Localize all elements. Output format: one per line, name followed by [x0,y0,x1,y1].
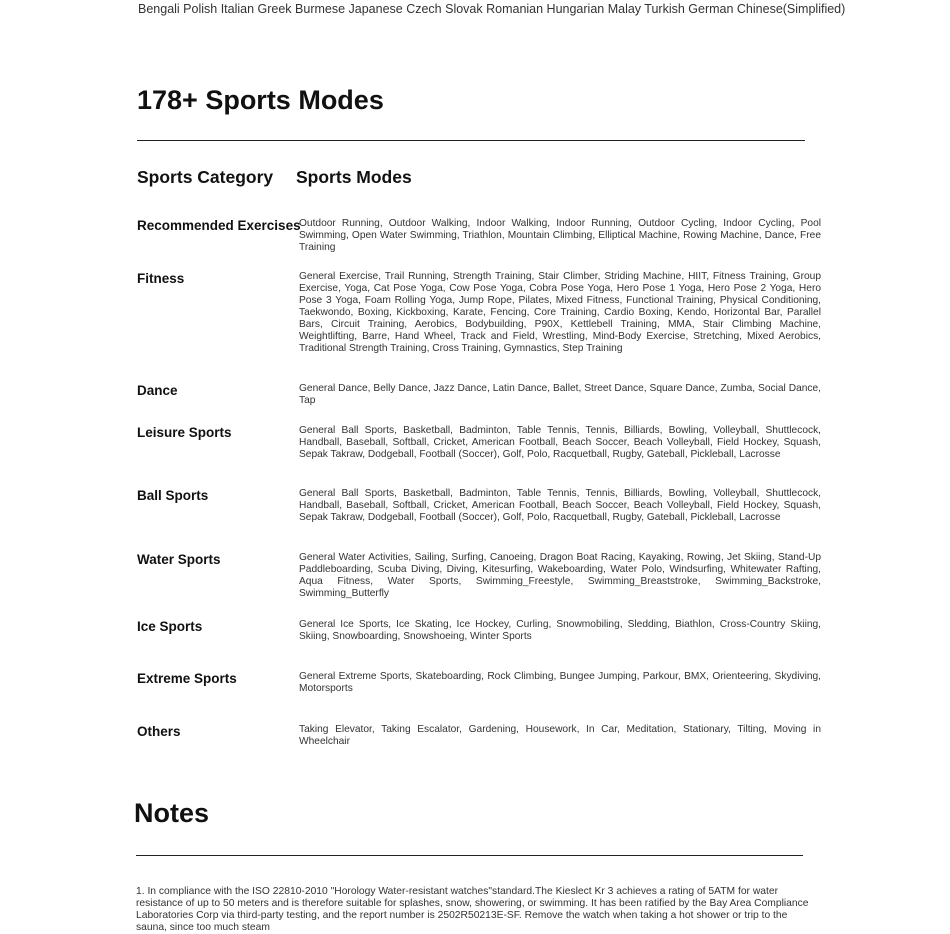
note-paragraph-1: 1. In compliance with the ISO 22810-2010 "Horology Water-resistant watches"standard.The Kieslect Kr 3 achieves a rating of 5ATM for water resistance of up to 50 meters and is therefore suitable for splashes, snow, showering, or swimming. It has been ratified by the Bay Area Compliance Laboratories Corp via third-party testing, and the report number is 2502R50213E-SF. Remove the watch when taking a hot shower or trip to the sauna, since too much steam [136,886,809,933]
category-extreme-sports: Extreme Sports [137,671,237,686]
modes-dance: General Dance, Belly Dance, Jazz Dance, Latin Dance, Ballet, Street Dance, Square Dance, Zumba, Social Dance, Tap [299,383,821,406]
category-water-sports: Water Sports [137,552,221,567]
languages-line: Bengali Polish Italian Greek Burmese Japanese Czech Slovak Romanian Hungarian Malay Turkish German Chinese(Simplified) [138,2,846,16]
category-ball-sports: Ball Sports [137,488,209,503]
category-leisure-sports: Leisure Sports [137,425,232,440]
category-fitness: Fitness [137,271,185,286]
modes-fitness: General Exercise, Trail Running, Strength Training, Stair Climber, Striding Machine, HIIT, Fitness Training, Group Exercise, Yoga, Cat Pose Yoga, Cow Pose Yoga, Cobra Pose Yoga, Hero Pose 1 Yoga, Hero Pose 2 Yoga, Hero Pose 3 Yoga, Foam Rolling Yoga, Jump Rope, Pilates, Mixed Fitness, Functional Training, Physical Conditioning, Taekwondo, Boxing, Kickboxing, Karate, Fencing, Core Training, Cardio Boxing, Kendo, Horizontal Bar, Parallel Bars, Circuit Training, Aerobics, Bodybuilding, P90X, Kettlebell Training, MMA, Stair Climbing Machine, Weightlifting, Barre, Hand Wheel, Track and Field, Wrestling, Mind-Body Exercise, Stretching, Mixed Aerobics, Traditional Strength Training, Cross Training, Gymnastics, Step Training [299,271,821,354]
category-recommended-exercises: Recommended Exercises [137,218,301,233]
modes-extreme-sports: General Extreme Sports, Skateboarding, Rock Climbing, Bungee Jumping, Parkour, BMX, Orienteering, Skydiving, Motorsports [299,671,821,694]
column-header-category: Sports Category [137,167,274,187]
category-ice-sports: Ice Sports [137,619,203,634]
category-dance: Dance [137,383,178,398]
modes-recommended-exercises: Outdoor Running, Outdoor Walking, Indoor Walking, Indoor Running, Outdoor Cycling, Indoor Cycling, Pool Swimming, Open Water Swimming, Triathlon, Mountain Climbing, Elliptical Machine, Rowing Machine, Dance, Free Training [299,218,821,253]
modes-others: Taking Elevator, Taking Escalator, Gardening, Housework, In Car, Meditation, Stationary, Tilting, Moving in Wheelchair [299,724,821,747]
modes-leisure-sports: General Ball Sports, Basketball, Badminton, Table Tennis, Tennis, Billiards, Bowling, Volleyball, Shuttlecock, Handball, Baseball, Softball, Cricket, American Football, Beach Soccer, Beach Volleyball, Field Hockey, Squash, Sepak Takraw, Dodgeball, Football (Soccer), Golf, Polo, Racquetball, Rugby, Gateball, Pickleball, Lacrosse [299,425,821,460]
column-header-modes: Sports Modes [296,167,412,187]
modes-water-sports: General Water Activities, Sailing, Surfing, Canoeing, Dragon Boat Racing, Kayaking, Rowing, Jet Skiing, Stand-Up Paddleboarding, Scuba Diving, Diving, Kitesurfing, Wakeboarding, Water Polo, Windsurfing, Whitewater Rafting, Aqua Fitness, Water Sports, Swimming_Freestyle, Swimming_Breaststroke, Swimming_Backstroke, Swimming_Butterfly [299,552,821,599]
modes-ice-sports: General Ice Sports, Ice Skating, Ice Hockey, Curling, Snowmobiling, Sledding, Biathlon, Cross-Country Skiing, Skiing, Snowboarding, Snowshoeing, Winter Sports [299,619,821,642]
notes-section-title: Notes [134,798,210,828]
sports-section-title: 178+ Sports Modes [137,85,384,115]
section-divider [137,140,805,141]
category-others: Others [137,724,181,739]
notes-divider [136,855,803,856]
modes-ball-sports: General Ball Sports, Basketball, Badminton, Table Tennis, Tennis, Billiards, Bowling, Volleyball, Shuttlecock, Handball, Baseball, Softball, Cricket, American Football, Beach Soccer, Beach Volleyball, Field Hockey, Squash, Sepak Takraw, Dodgeball, Football (Soccer), Golf, Polo, Racquetball, Rugby, Gateball, Pickleball, Lacrosse [299,488,821,523]
